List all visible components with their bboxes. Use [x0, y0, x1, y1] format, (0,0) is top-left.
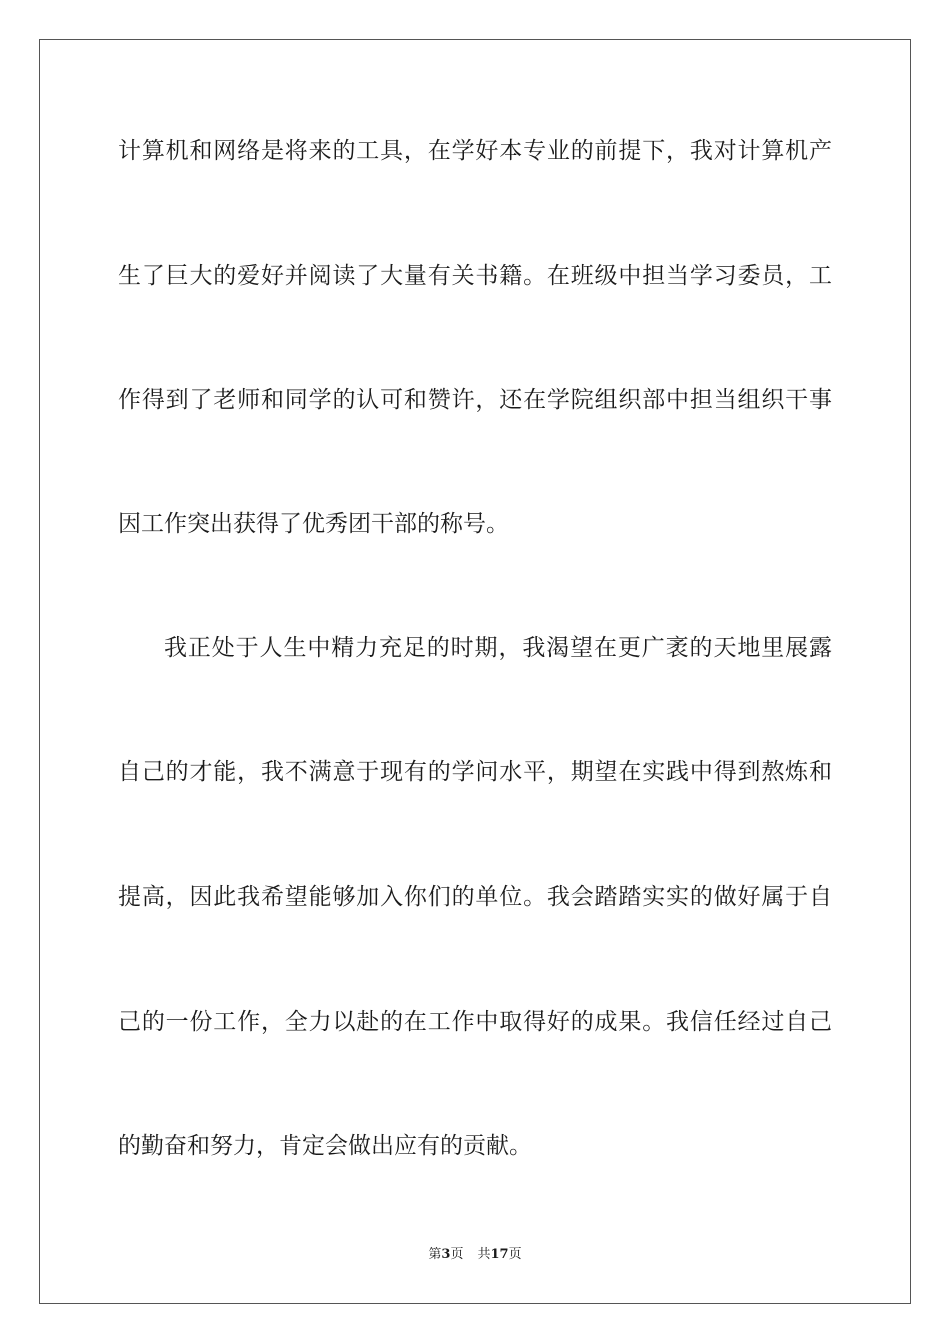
paragraph-1-line-2: 生了巨大的爱好并阅读了大量有关书籍。在班级中担当学习委员，工	[118, 263, 832, 289]
total-pages: 17	[490, 1247, 509, 1262]
paragraph-2-line-2: 自己的才能，我不满意于现有的学问水平，期望在实践中得到熬炼和	[118, 759, 832, 785]
total-suffix: 页	[508, 1247, 522, 1262]
total-prefix: 共	[477, 1247, 491, 1262]
total-pages-label	[477, 1247, 521, 1262]
paragraph-2-line-4: 己的一份工作，全力以赴的在工作中取得好的成果。我信任经过自己	[118, 1009, 832, 1035]
paragraph-2-line-3: 提高，因此我希望能够加入你们的单位。我会踏踏实实的做好属于自	[118, 884, 832, 910]
paragraph-2-line-1: 我正处于人生中精力充足的时期，我渴望在更广袤的天地里展露	[164, 635, 832, 661]
paragraph-1-line-4: 因工作突出获得了优秀团干部的称号。	[118, 511, 509, 537]
page-prefix: 第	[428, 1247, 442, 1262]
page-border	[39, 39, 911, 1304]
page-number-label	[428, 1247, 463, 1262]
paragraph-1-line-1: 计算机和网络是将来的工具，在学好本专业的前提下，我对计算机产	[118, 138, 832, 164]
page-suffix: 页	[450, 1247, 464, 1262]
page-footer	[0, 1246, 950, 1264]
page-number: 3	[441, 1247, 451, 1262]
paragraph-2-line-5: 的勤奋和努力，肯定会做出应有的贡献。	[118, 1133, 532, 1159]
paragraph-1-line-3: 作得到了老师和同学的认可和赞许，还在学院组织部中担当组织干事	[118, 387, 832, 413]
